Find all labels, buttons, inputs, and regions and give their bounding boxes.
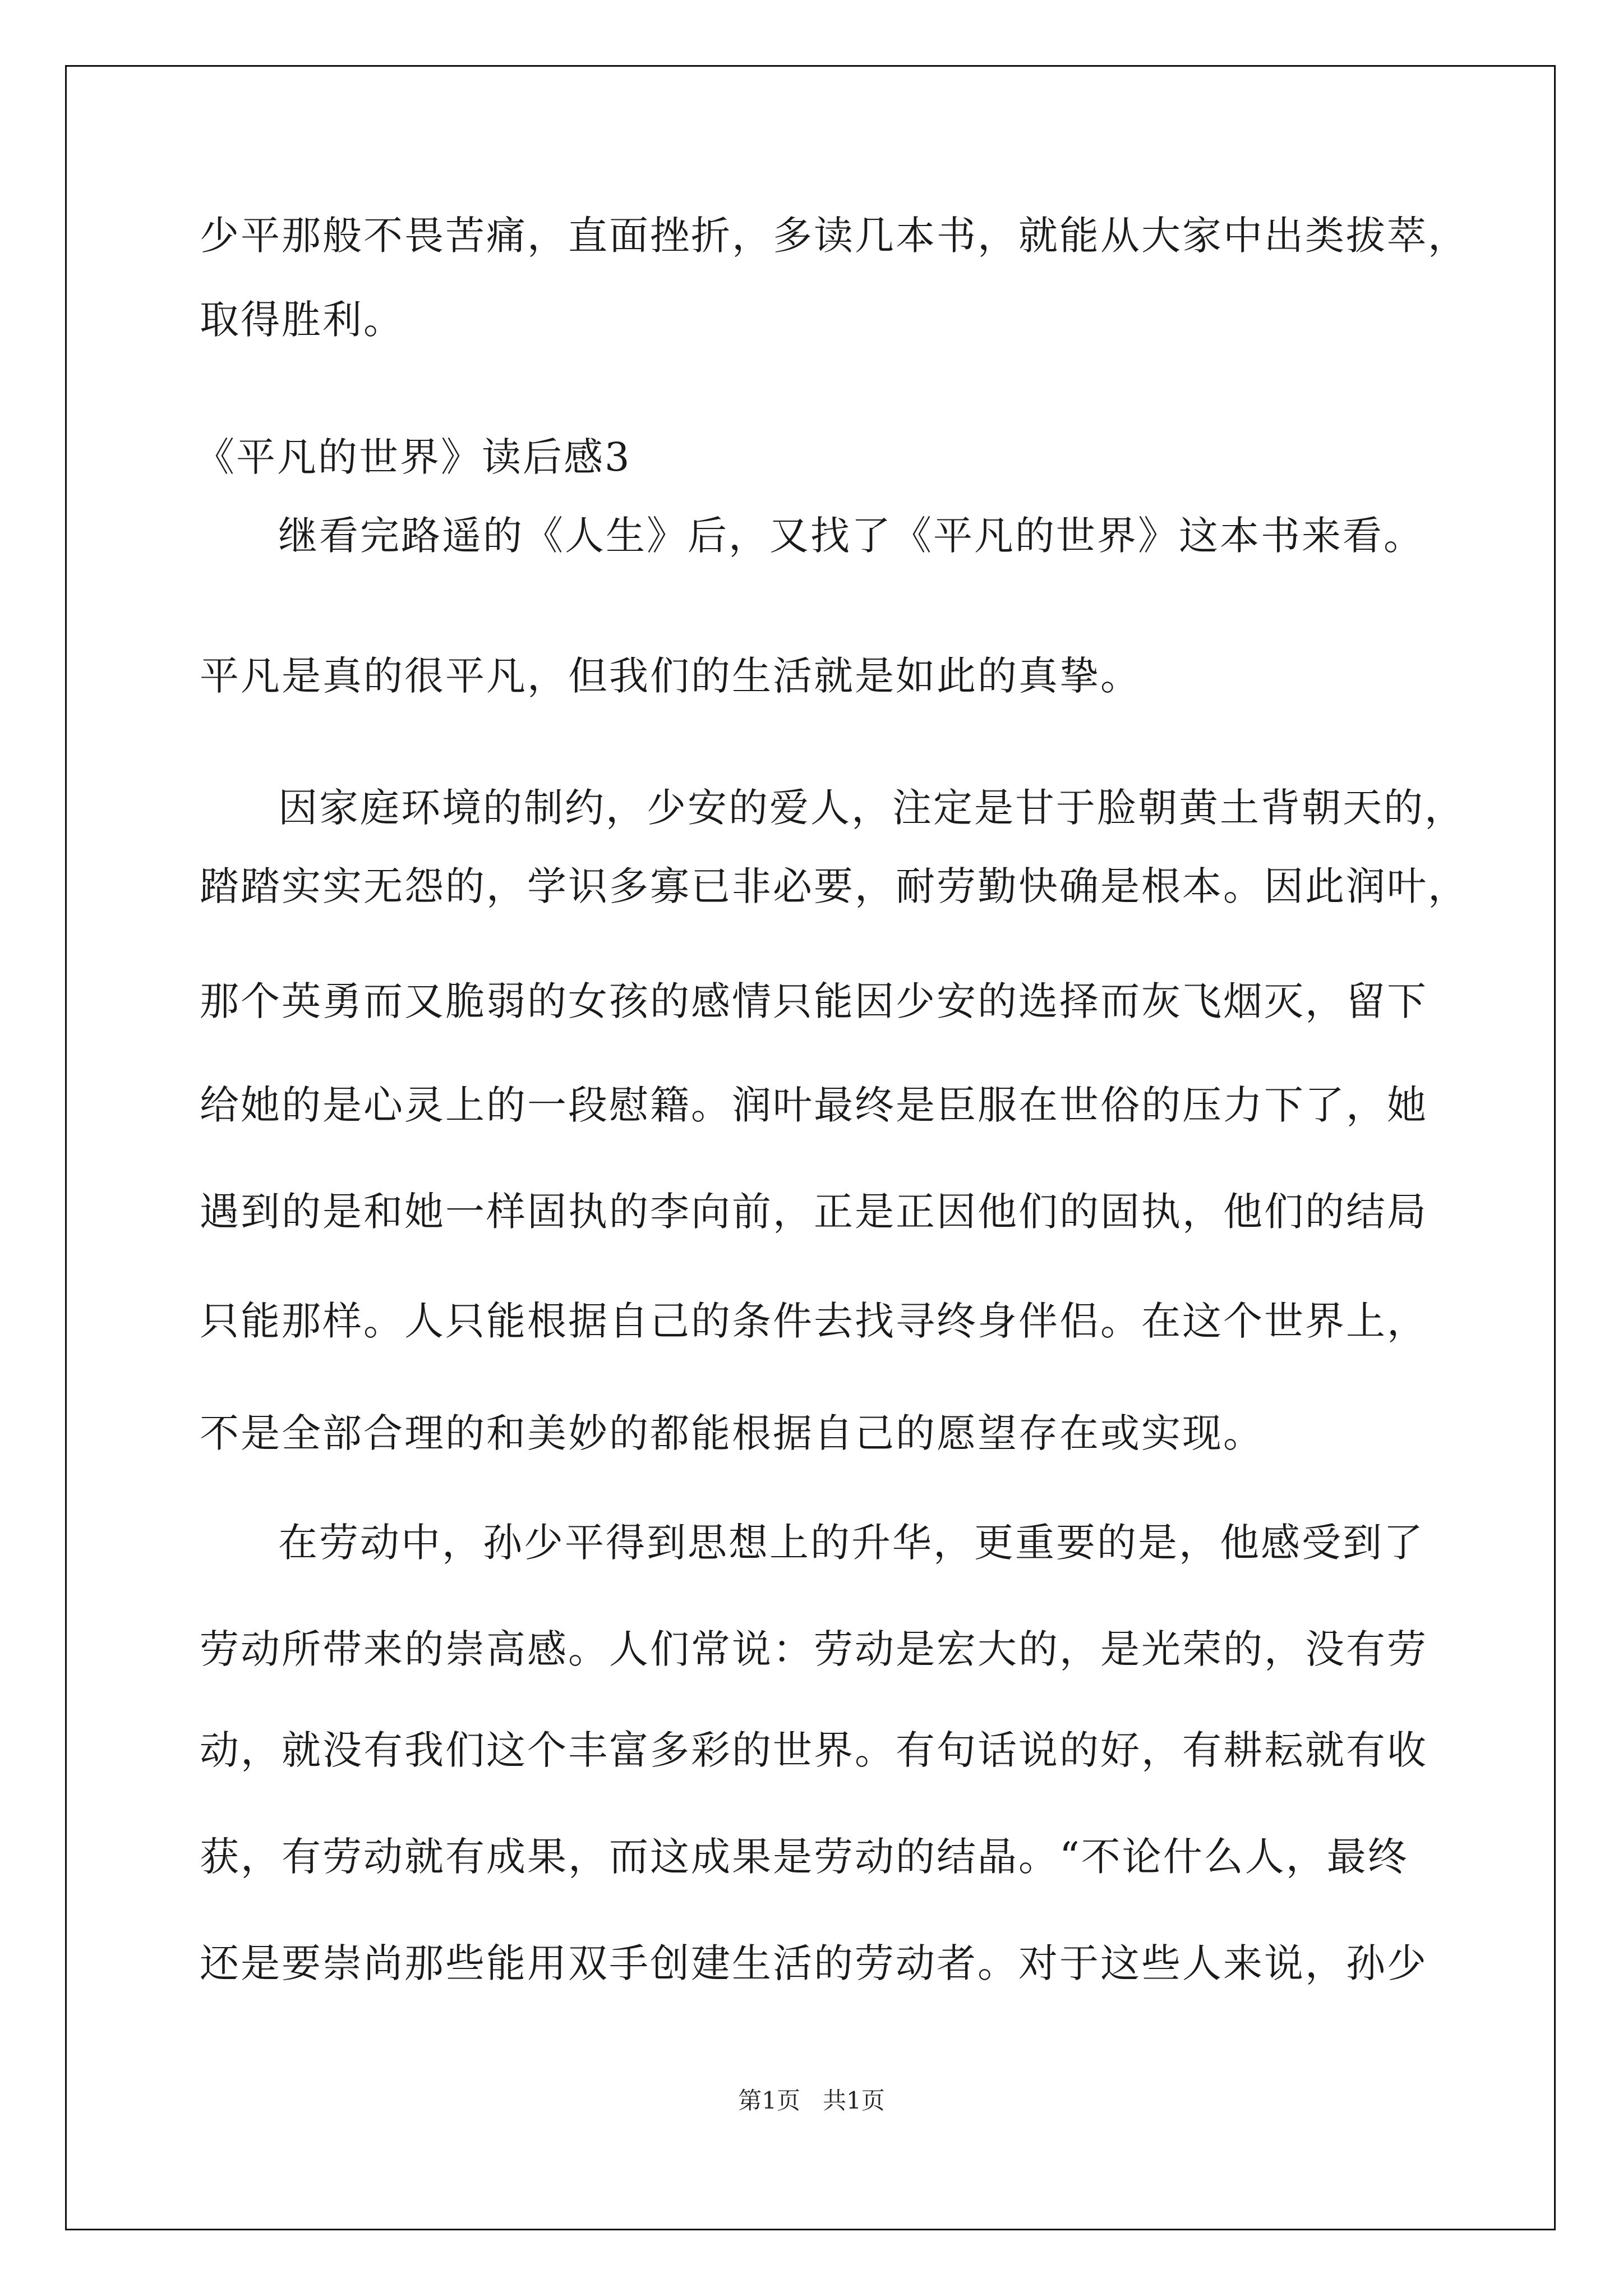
text-line: 获，有劳动就有成果，而这成果是劳动的结晶。“不论什么人，最终 [200, 1834, 1409, 1880]
text-line: 动，就没有我们这个丰富多彩的世界。有句话说的好，有耕耘就有收 [200, 1727, 1428, 1773]
paragraph-first-line: 因家庭环境的制约，少安的爱人，注定是甘于脸朝黄土背朝天的， [278, 785, 1465, 831]
text-line: 踏踏实实无怨的，学识多寡已非必要，耐劳勤快确是根本。因此润叶， [200, 863, 1469, 909]
text-line: 不是全部合理的和美妙的都能根据自己的愿望存在或实现。 [200, 1410, 1264, 1456]
text-line: 遇到的是和她一样固执的李向前，正是正因他们的固执，他们的结局 [200, 1189, 1428, 1235]
paragraph-first-line: 在劳动中，孙少平得到思想上的升华，更重要的是，他感受到了 [278, 1520, 1424, 1566]
text-line: 那个英勇而又脆弱的女孩的感情只能因少安的选择而灰飞烟灭，留下 [200, 978, 1428, 1024]
page-number: 第1页 [738, 2087, 800, 2114]
paragraph-first-line: 继看完路遥的《人生》后，又找了《平凡的世界》这本书来看。 [278, 513, 1424, 559]
page-total: 共1页 [823, 2087, 885, 2114]
text-line: 平凡是真的很平凡，但我们的生活就是如此的真挚。 [200, 653, 1141, 699]
page-border [65, 65, 1556, 2230]
text-line: 少平那般不畏苦痛，直面挫折，多读几本书，就能从大家中出类拔萃， [200, 213, 1469, 259]
page-footer [0, 2084, 1623, 2118]
text-line: 还是要崇尚那些能用双手创建生活的劳动者。对于这些人来说，孙少 [200, 1940, 1428, 1986]
section-heading: 《平凡的世界》读后感3 [195, 434, 631, 480]
text-line: 只能那样。人只能根据自己的条件去找寻终身伴侣。在这个世界上， [200, 1298, 1428, 1344]
text-line: 给她的是心灵上的一段慰籍。润叶最终是臣服在世俗的压力下了，她 [200, 1082, 1428, 1128]
text-line: 取得胜利。 [200, 297, 404, 343]
text-line: 劳动所带来的崇高感。人们常说：劳动是宏大的，是光荣的，没有劳 [200, 1626, 1428, 1672]
